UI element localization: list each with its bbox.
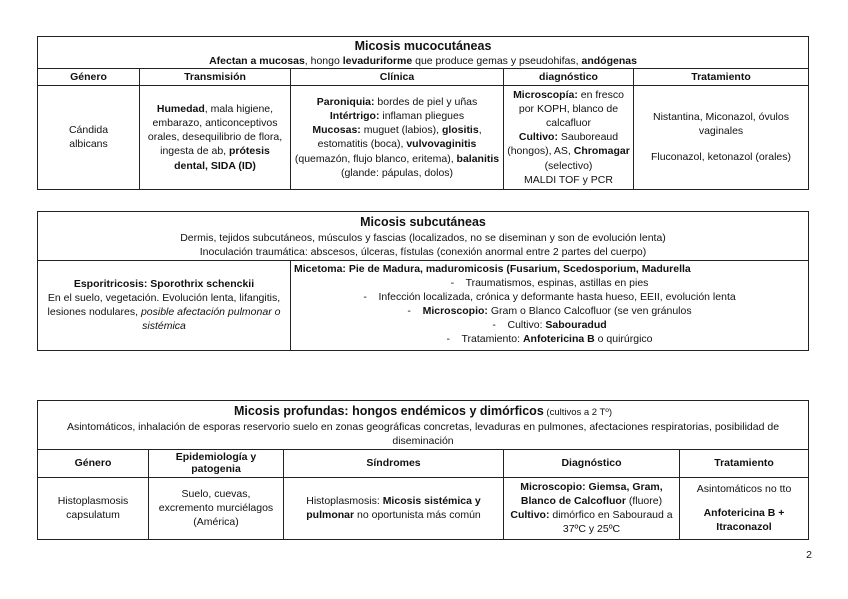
col-header-tratamiento: Tratamiento (634, 68, 809, 85)
cell-diagnostico: Microscopio: Giemsa, Gram, Blanco de Calcofluor (fluore) Cultivo: dimórfico en Sabouraud a 37ºC y 25ºC (504, 477, 680, 539)
col-header-sindromes: Síndromes (284, 449, 504, 477)
cell-micetoma: Micetoma: Pie de Madura, maduromicosis (Fusarium, Scedosporium, Madurella - Traumatismos, espinas, astillas en pies - Infección localizada, crónica y deformante hasta hueso, EEII, evolución lenta - Microscopio: Gram o Blanco Calcofluor (se ven gránulos - Cultivo: Sabouradud - Tratamiento: Anfotericina B o quirúrgico (291, 260, 809, 350)
col-header-tratamiento: Tratamiento (680, 449, 809, 477)
section-description: Dermis, tejidos subcutáneos, músculos y fascias (localizados, no se diseminan y son de evolución lenta) (180, 231, 666, 244)
col-header-genero: Género (38, 68, 140, 85)
cell-genero: Cándida albicans (38, 85, 140, 189)
cell-genero: Histoplasmosis capsulatum (38, 477, 149, 539)
table-micosis-profundas (37, 400, 809, 540)
cell-sindromes: Histoplasmosis: Micosis sistémica y pulmonar no oportunista más común (284, 477, 504, 539)
col-header-diagnostico: diagnóstico (504, 68, 634, 85)
section-description: Asintomáticos, inhalación de esporas reservorio suelo en zonas geográficas concretas, levaduras en pulmones, afectaciones respiratorias, posibilidad de diseminación (66, 420, 780, 447)
section-description: Inoculación traumática: abscesos, úlceras, fístulas (conexión anormal entre 2 partes del cuerpo) (199, 245, 647, 258)
cell-tratamiento: Asintomáticos no tto Anfotericina B + Itraconazol (680, 477, 809, 539)
table-row (38, 260, 809, 350)
table-header-row (38, 68, 809, 85)
section-title: Micosis mucocutáneas (354, 39, 492, 53)
section-title: Micosis subcutáneas (360, 215, 486, 229)
col-header-transmision: Transmisión (140, 68, 291, 85)
cell-tratamiento: Nistantina, Miconazol, óvulos vaginales Fluconazol, ketonazol (orales) (634, 85, 809, 189)
table-row (38, 477, 809, 539)
cell-diagnostico: Microscopía: en fresco por KOPH, blanco de calcafluor Cultivo: Sauboreaud (hongos), AS, Chromagar (selectivo) MALDI TOF y PCR (504, 85, 634, 189)
col-header-clinica: Clínica (291, 68, 504, 85)
page-number: 2 (806, 549, 812, 561)
table-row (38, 85, 809, 189)
table-header-row (38, 449, 809, 477)
table-micosis-mucocutaneas (37, 36, 809, 190)
cell-clinica: Paroniquia: bordes de piel y uñas Intértrigo: inflaman pliegues Mucosas: muguet (labios), glositis, estomatitis (boca), vulvovaginitis (quemazón, flujo blanco, eritema), balanitis (glande: pápulas, dolos) (291, 85, 504, 189)
col-header-genero: Género (38, 449, 149, 477)
col-header-epidemiologia: Epidemiología y patogenia (149, 449, 284, 477)
cell-epidemiologia: Suelo, cuevas, excremento murciélagos (América) (149, 477, 284, 539)
cell-esporitricosis: Esporitricosis: Sporothrix schenckii En el suelo, vegetación. Evolución lenta, lifangitis, lesiones nodulares, posible afectación pulmonar o sistémica (38, 260, 291, 350)
section-title: Micosis profundas: hongos endémicos y dimórficos (cultivos a 2 Tº) (234, 404, 612, 418)
section-subtitle: Afectan a mucosas, hongo levaduriforme que produce gemas y pseudohifas, andógenas (209, 54, 637, 67)
table-micosis-subcutaneas (37, 211, 809, 351)
cell-transmision: Humedad, mala higiene, embarazo, anticonceptivos orales, desequilibrio de flora, ingesta de ab, prótesis dental, SIDA (ID) (140, 85, 291, 189)
col-header-diagnostico: Diagnóstico (504, 449, 680, 477)
